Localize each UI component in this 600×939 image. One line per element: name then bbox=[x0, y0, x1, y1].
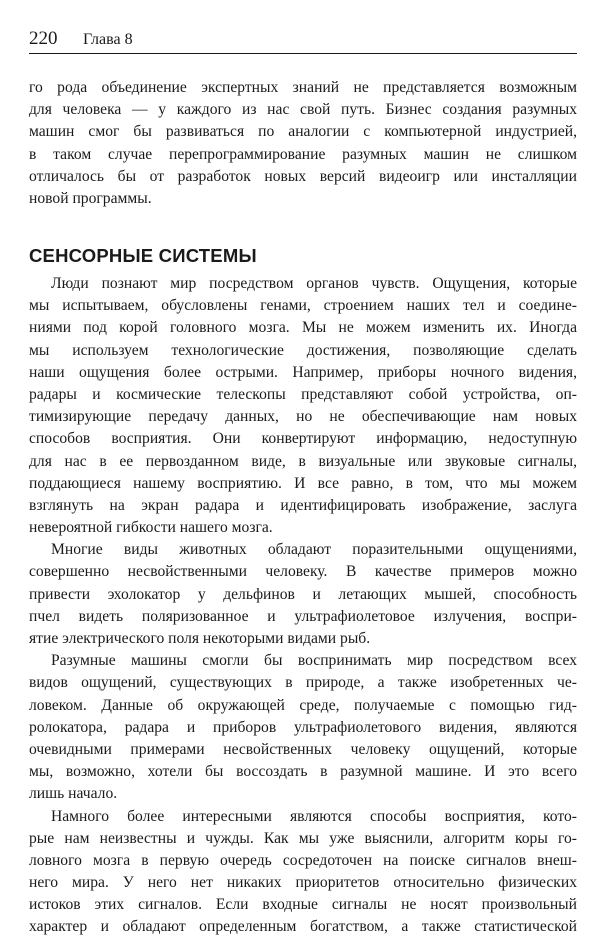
header-rule bbox=[29, 53, 577, 54]
text-line: Многие виды животных обладают поразительными ощущениями, bbox=[51, 541, 577, 559]
text-line: совершенно несвойственными человеку. В качестве примеров можно bbox=[29, 563, 577, 581]
text-line: Разумные машины смогли бы воспринимать мир посредством всех bbox=[51, 652, 577, 670]
text-line: ниями под корой головного мозга. Мы не можем изменить их. Иногда bbox=[29, 319, 577, 337]
text-line: новой программы. bbox=[29, 189, 152, 207]
text-line: видов ощущений, существующих в природе, а также изобретенных че- bbox=[29, 674, 577, 692]
text-line: лишь начало. bbox=[29, 785, 118, 803]
text-line: го рода объединение экспертных знаний не представляется возможным bbox=[29, 79, 577, 96]
text-line: мы испытываем, обусловлены генами, строением наших тел и соедине- bbox=[29, 297, 577, 315]
paragraph-1 bbox=[29, 273, 577, 939]
text-line: Люди познают мир посредством органов чувств. Ощущения, которые bbox=[51, 275, 577, 292]
text-line: для человека — у каждого из нас свой путь. Бизнес создания разумных bbox=[29, 101, 577, 119]
text-line: ролокатора, радара и приборов ультрафиолетового видения, являются bbox=[29, 718, 577, 736]
text-line: машин смог бы развиваться по аналогии с компьютерной индустрией, bbox=[29, 123, 577, 141]
text-line: радары и космические телескопы представляют собой устройства, оп- bbox=[29, 385, 577, 403]
text-line: характер и обладают определенным богатством, а также статистической bbox=[29, 918, 577, 936]
text-line: Намного более интересными являются способы восприятия, кото- bbox=[51, 807, 577, 825]
text-line: рые нам неизвестны и чужды. Как мы уже выяснили, алгоритм коры го- bbox=[29, 829, 577, 847]
text-line: ловного мозга в первую очередь сосредоточен на поиске сигналов внеш- bbox=[29, 851, 577, 869]
text-line: в таком случае перепрограммирование разумных машин не слишком bbox=[29, 145, 577, 163]
text-line: истоков этих сигналов. Если входные сигналы не носят произвольный bbox=[29, 896, 577, 914]
running-header bbox=[29, 26, 577, 56]
intro-paragraph bbox=[29, 77, 577, 210]
text-line: привести эхолокатор у дельфинов и летающих мышей, способность bbox=[29, 585, 577, 603]
chapter-label: Глава 8 bbox=[83, 31, 133, 48]
text-line: отличалось бы от разработок новых версий видеоигр или инсталляции bbox=[29, 167, 577, 185]
text-line: тимизирующие передачу данных, но не обеспечивающие нам новых bbox=[29, 408, 577, 426]
text-line: мы используем технологические достижения, позволяющие сделать bbox=[29, 341, 577, 359]
text-line: ятие электрического поля некоторыми видами рыб. bbox=[29, 630, 371, 647]
page-number: 220 bbox=[29, 28, 58, 49]
text-line: очевидными примерами несвойственных человеку ощущений, которые bbox=[29, 740, 577, 758]
section-title: СЕНСОРНЫЕ СИСТЕМЫ bbox=[29, 245, 257, 266]
text-line: для нас в ее первозданном виде, в визуальные или звуковые сигналы, bbox=[29, 452, 577, 470]
text-line: него мира. У него нет никаких приоритетов относительно физических bbox=[29, 874, 577, 892]
text-line: наши ощущения более острыми. Например, приборы ночного видения, bbox=[29, 363, 577, 381]
text-line: пчел видеть поляризованное и ультрафиолетовое излучения, воспри- bbox=[29, 607, 577, 625]
text-line: ловеком. Данные об окружающей среде, получаемые с помощью гид- bbox=[29, 696, 577, 714]
text-line: способов восприятия. Они конвертируют информацию, недоступную bbox=[29, 430, 577, 448]
text-line: мы, возможно, хотели бы воссоздать в разумной машине. И это всего bbox=[29, 763, 577, 781]
text-line: взглянуть на экран радара и идентифицировать изображение, заслуга bbox=[29, 496, 577, 514]
text-line: поддающиеся нашему восприятию. И все равно, в том, что мы можем bbox=[29, 474, 577, 492]
text-line: невероятной гибкости нашего мозга. bbox=[29, 519, 273, 537]
